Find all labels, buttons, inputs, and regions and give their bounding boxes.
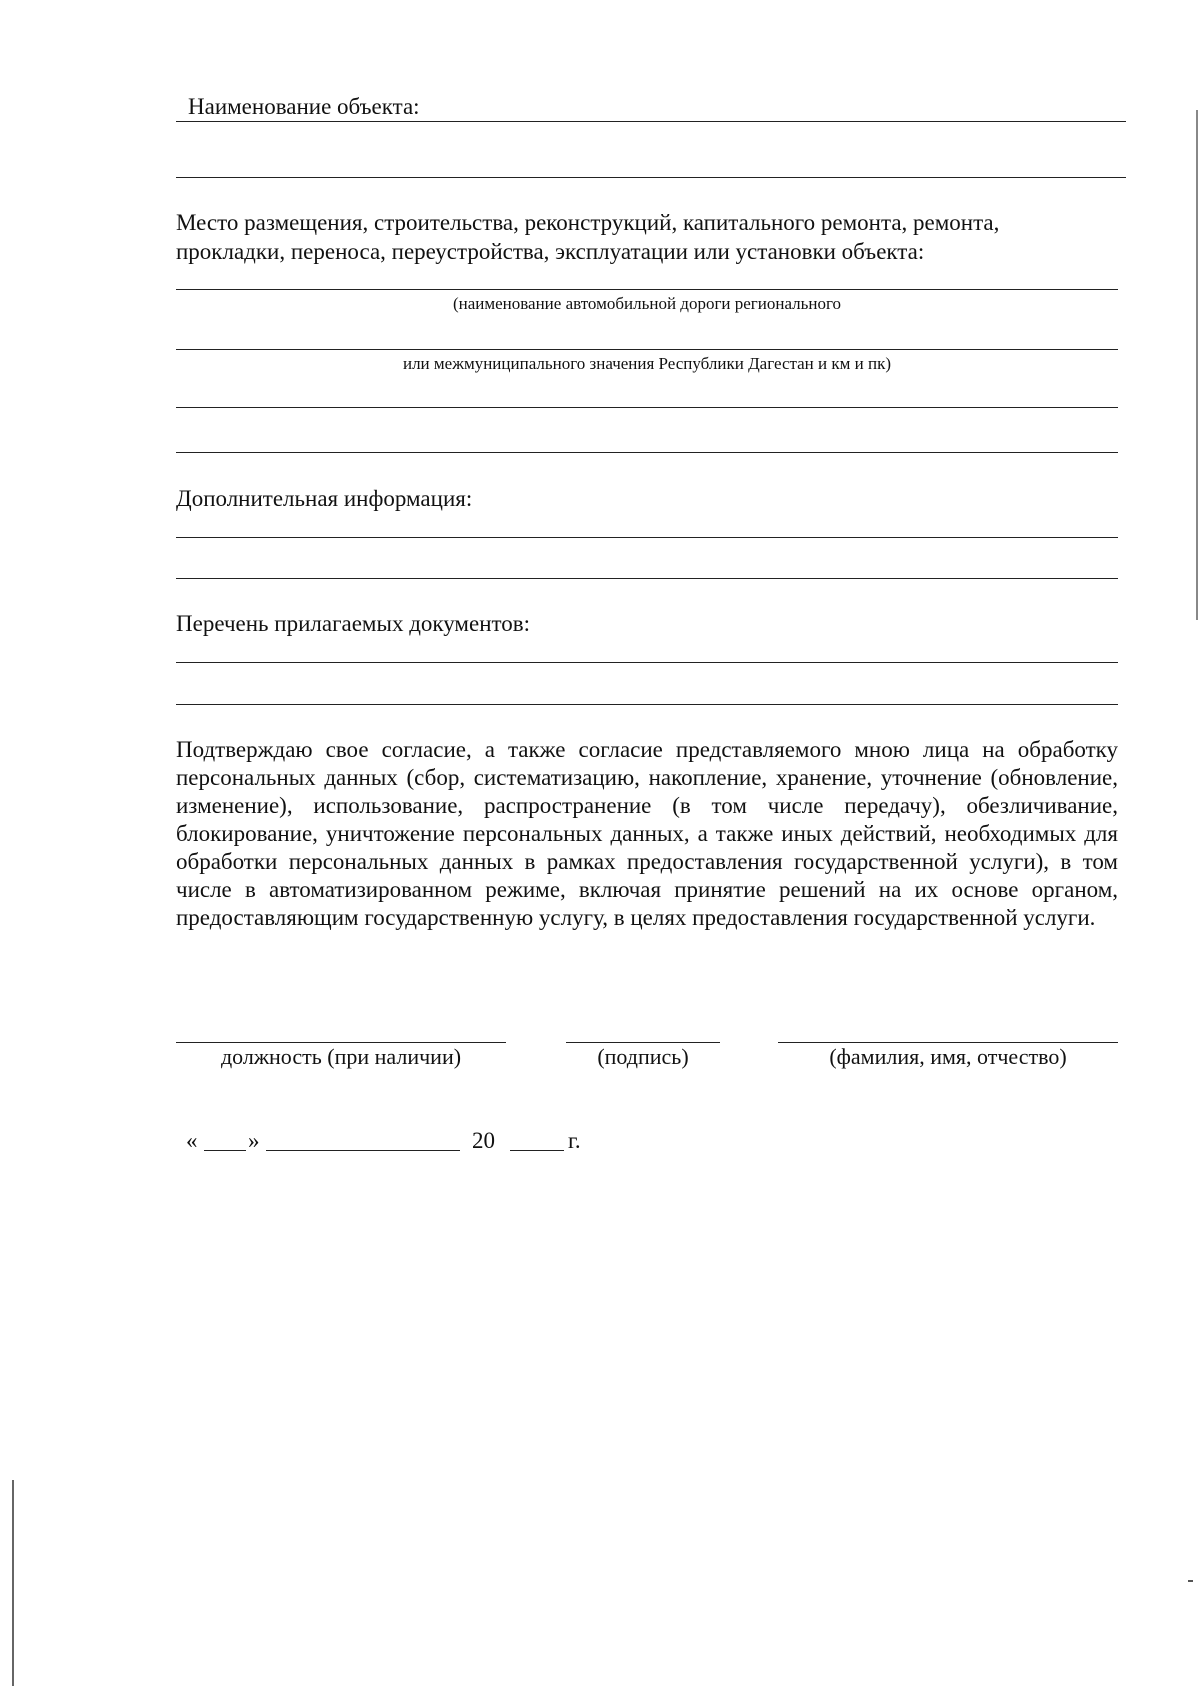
full-name-field[interactable] bbox=[778, 1042, 1118, 1043]
date-open-quote: « bbox=[186, 1128, 198, 1153]
scan-edge-mark-right bbox=[1196, 110, 1198, 620]
location-hint-line1: (наименование автомобильной дороги регионального bbox=[452, 294, 842, 313]
documents-list-label: Перечень прилагаемых документов: bbox=[176, 611, 531, 636]
location-field-4[interactable] bbox=[176, 452, 1118, 453]
scan-speck bbox=[1188, 1580, 1193, 1582]
consent-paragraph: Подтверждаю свое согласие, а также согласие представляемого мною лица на обработку персональных данных (сбор, систематизацию, накопление, хранение, уточнение (обновление, изменение), использование, распространение (в том числе передачу), обезличивание, блокирование, уничтожение персональных данных, а также иных действий, необходимых для обработки персональных данных в рамках предоставления государственной услуги), в том числе в автоматизированном режиме, включая принятие решений на их основе органом, предоставляющим государственную услугу, в целях предоставления государственной услуги. bbox=[176, 737, 1118, 930]
date-year-suffix: г. bbox=[568, 1128, 581, 1153]
documents-list-field-2[interactable] bbox=[176, 704, 1118, 705]
date-day-field[interactable] bbox=[204, 1150, 246, 1151]
location-label-line1: Место размещения, строительства, реконструкций, капитального ремонта, ремонта, bbox=[176, 210, 1000, 235]
full-name-caption: (фамилия, имя, отчество) bbox=[829, 1044, 1067, 1069]
location-field-2[interactable] bbox=[176, 349, 1118, 350]
scan-edge-mark-left bbox=[12, 1480, 14, 1686]
date-year-prefix: 20 bbox=[472, 1128, 495, 1153]
location-label-line2: прокладки, переноса, переустройства, эксплуатации или установки объекта: bbox=[176, 239, 925, 264]
date-year-field[interactable] bbox=[510, 1150, 564, 1151]
object-name-field-2[interactable] bbox=[176, 177, 1126, 178]
date-close-quote: » bbox=[248, 1128, 260, 1153]
location-field-3[interactable] bbox=[176, 407, 1118, 408]
object-name-label: Наименование объекта: bbox=[188, 94, 420, 119]
location-field-1[interactable] bbox=[176, 289, 1118, 290]
position-caption: должность (при наличии) bbox=[220, 1044, 462, 1069]
documents-list-field-1[interactable] bbox=[176, 662, 1118, 663]
additional-info-field-2[interactable] bbox=[176, 578, 1118, 579]
location-hint-line2: или межмуниципального значения Республики Дагестан и км и пк) bbox=[402, 354, 892, 373]
position-field[interactable] bbox=[176, 1042, 506, 1043]
additional-info-field-1[interactable] bbox=[176, 537, 1118, 538]
signature-caption: (подпись) bbox=[597, 1044, 689, 1069]
object-name-field[interactable] bbox=[176, 121, 1126, 122]
signature-field[interactable] bbox=[566, 1042, 720, 1043]
date-month-field[interactable] bbox=[266, 1150, 460, 1151]
additional-info-label: Дополнительная информация: bbox=[176, 486, 473, 511]
